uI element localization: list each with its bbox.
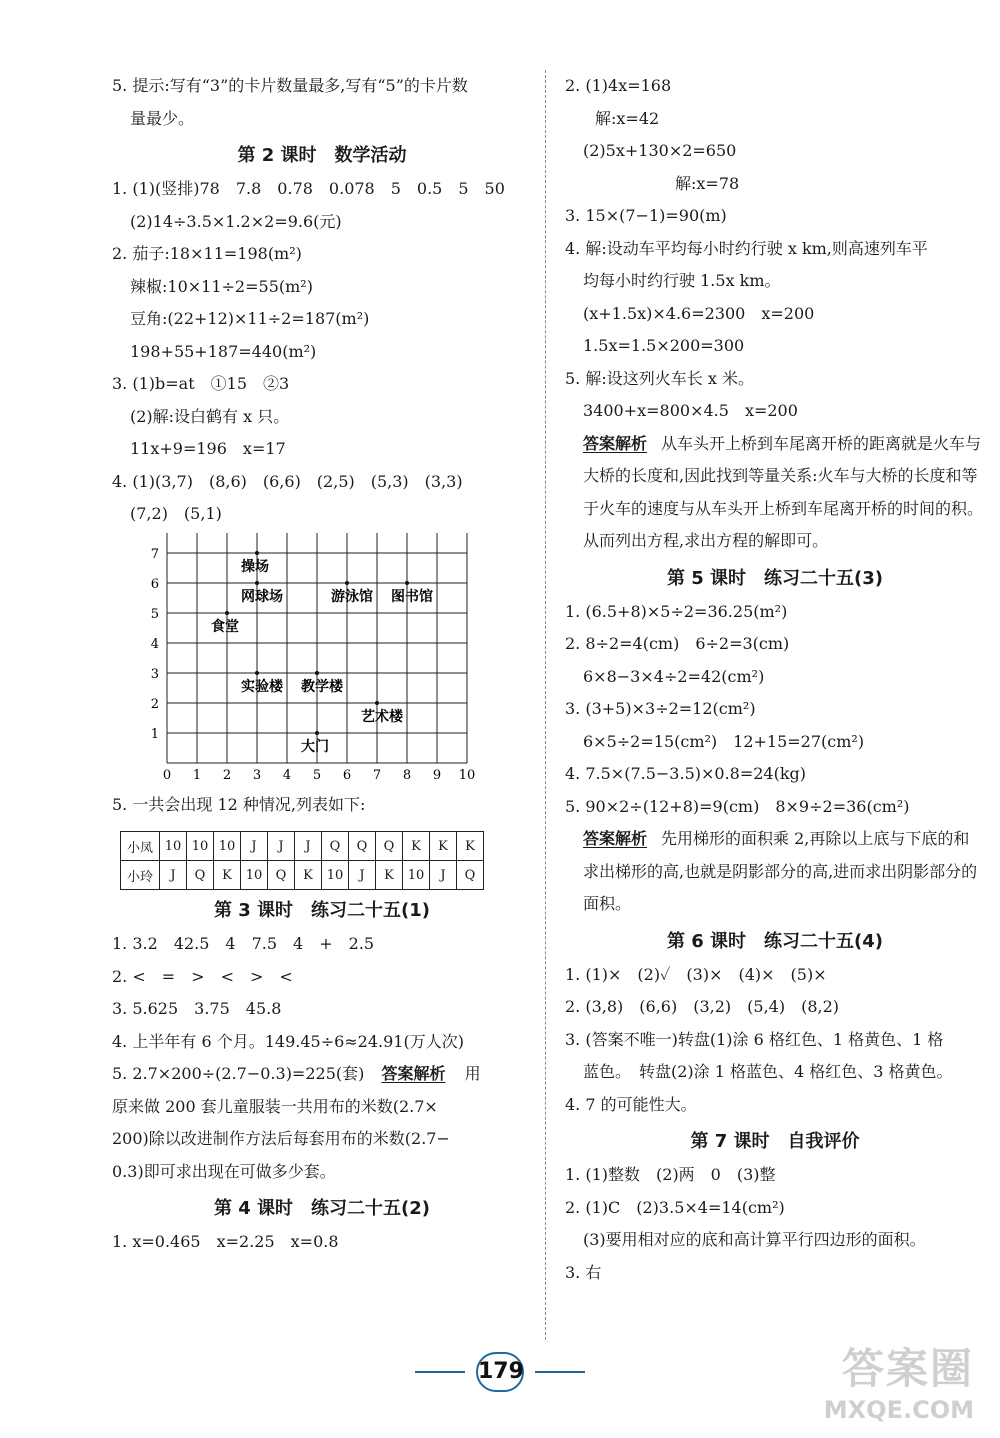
- x-tick-label: 0: [162, 767, 172, 783]
- answer-line: 解:x=78: [675, 173, 740, 193]
- answer-line: 豆角:(22+12)×11÷2=187(m²): [130, 309, 370, 328]
- y-tick-label: 7: [150, 546, 159, 562]
- answer-line: 4. 解:设动车平均每小时约行驶 x km,则高速列车平: [565, 238, 928, 258]
- answer-line: 5. 一共会出现 12 种情况,列表如下:: [112, 794, 366, 814]
- place-point: [255, 581, 259, 585]
- y-tick-label: 6: [150, 576, 159, 592]
- table-cell: J: [268, 832, 295, 861]
- y-tick-label: 1: [150, 726, 159, 742]
- answer-line: 2. 茄子:18×11=198(m²): [112, 244, 302, 263]
- place-point: [315, 731, 319, 735]
- x-tick-label: 7: [372, 767, 382, 783]
- answer-line: 2. 8÷2=4(cm) 6÷2=3(cm): [565, 634, 790, 653]
- answer-line: 4. 上半年有 6 个月。149.45÷6≈24.91(万人次): [112, 1031, 464, 1051]
- answer-line: 3. 15×(7−1)=90(m): [565, 206, 727, 225]
- analysis-label: 答案解析: [583, 433, 648, 453]
- place-point: [255, 671, 259, 675]
- analysis-label: 答案解析: [381, 1064, 446, 1083]
- table-cell: K: [295, 861, 322, 890]
- analysis-label: 答案解析: [583, 829, 648, 848]
- table-cell: 10: [322, 861, 349, 890]
- place-label: 图书馆: [391, 588, 433, 605]
- analysis-note: [565, 428, 985, 558]
- answer-line: (x+1.5x)×4.6=2300 x=200: [583, 303, 815, 323]
- answer-line: 1. (1)整数 (2)两 0 (3)整: [565, 1165, 776, 1184]
- answer-line: [112, 1058, 532, 1091]
- answer-line: 4. 7.5×(7.5−3.5)×0.8=24(kg): [565, 764, 807, 783]
- place-label: 艺术楼: [361, 708, 403, 725]
- answer-line: (2)解:设白鹤有 x 只。: [130, 406, 290, 426]
- analysis-text: 先用梯形的面积乘 2,再除以上底与下底的和求出梯形的高,也就是阴影部分的高,进而求出阴影部分的面积。: [583, 829, 978, 913]
- answer-line: (2)14÷3.5×1.2×2=9.6(元): [130, 211, 342, 231]
- place-label: 网球场: [241, 588, 283, 605]
- table-cell: Q: [187, 861, 214, 890]
- answer-line: 解:x=42: [595, 108, 660, 128]
- table-cell: J: [430, 861, 457, 890]
- answer-line: 4. 7 的可能性大。: [565, 1094, 697, 1114]
- answer-line: 4. (1)(3,7) (8,6) (6,6) (2,5) (5,3) (3,3): [112, 471, 463, 491]
- x-tick-label: 5: [312, 767, 322, 783]
- x-tick-label: 6: [342, 767, 352, 783]
- table-cell: K: [430, 832, 457, 861]
- place-label: 教学楼: [301, 678, 343, 695]
- left-column: [112, 70, 532, 1259]
- answer-line: 6×8−3×4÷2=42(cm²): [583, 666, 765, 686]
- campus-grid-map: [112, 533, 532, 783]
- place-point: [255, 551, 259, 555]
- table-cell: Q: [322, 832, 349, 861]
- answer-line: (3)要用相对应的底和高计算平行四边形的面积。: [583, 1230, 926, 1249]
- x-tick-label: 9: [432, 767, 442, 783]
- lesson-heading: 第 6 课时 练习二十五(4): [666, 930, 884, 952]
- analysis-note: [565, 823, 985, 921]
- answer-line: 5. 提示:写有“3”的卡片数量最多,写有“5”的卡片数: [112, 76, 468, 95]
- answer-line: 2. (3,8) (6,6) (3,2) (5,4) (8,2): [565, 997, 840, 1016]
- answer-line: 2. < = > < > <: [112, 966, 293, 986]
- answer-text: 用: [464, 1064, 481, 1083]
- table-cell: K: [403, 832, 430, 861]
- watermark-url: MXQE.COM: [823, 1396, 974, 1424]
- table-cell: Q: [376, 832, 403, 861]
- table-cell: 10: [214, 832, 241, 861]
- y-tick-label: 5: [150, 606, 159, 622]
- y-tick-label: 2: [150, 696, 159, 712]
- table-cell: K: [214, 861, 241, 890]
- place-point: [375, 701, 379, 705]
- place-point: [345, 581, 349, 585]
- right-column: [565, 70, 985, 1289]
- y-tick-label: 3: [150, 666, 159, 682]
- grid-map-svg: [102, 533, 502, 783]
- answer-line: 1. (6.5+8)×5÷2=36.25(m²): [565, 601, 788, 621]
- x-tick-label: 10: [458, 767, 476, 783]
- answer-line: 3. (答案不唯一)转盘(1)涂 6 格红色、1 格黄色、1 格: [565, 1029, 944, 1049]
- page-number: 179: [476, 1352, 524, 1392]
- table-cell: Q: [457, 861, 484, 890]
- answer-line: (7,2) (5,1): [130, 504, 222, 523]
- answer-line: 3. (3+5)×3÷2=12(cm²): [565, 699, 756, 718]
- row-header: 小玲: [121, 861, 160, 890]
- place-point: [315, 671, 319, 675]
- table-row: [121, 861, 484, 890]
- answer-line: 0.3)即可求出现在可做多少套。: [112, 1161, 336, 1181]
- answer-line: 2. (1)C (2)3.5×4=14(cm²): [565, 1197, 785, 1217]
- table-cell: 10: [160, 832, 187, 861]
- row-header: 小凤: [121, 832, 160, 861]
- table-cell: 10: [187, 832, 214, 861]
- answer-line: 1. x=0.465 x=2.25 x=0.8: [112, 1232, 339, 1251]
- x-tick-label: 3: [252, 767, 262, 783]
- answer-line: 200)除以改进制作方法后每套用布的米数(2.7−: [112, 1129, 450, 1148]
- place-label: 操场: [241, 558, 269, 575]
- card-combination-table: [120, 831, 484, 890]
- x-tick-label: 2: [222, 767, 232, 783]
- answer-line: 3400+x=800×4.5 x=200: [583, 401, 798, 420]
- table-cell: 10: [241, 861, 268, 890]
- answer-line: 5. 解:设这列火车长 x 米。: [565, 368, 754, 388]
- place-point: [405, 581, 409, 585]
- answer-line: 1. (1)× (2)✓ (3)× (4)× (5)×: [565, 964, 827, 984]
- table-cell: Q: [268, 861, 295, 890]
- x-tick-label: 4: [282, 767, 292, 783]
- analysis-text: 从车头开上桥到车尾离开桥的距离就是火车与大桥的长度和,因此找到等量关系:火车与大桥的长度和等于火车的速度与从车头开上桥到车尾离开桥的时间的积。从而列出方程,求出方程的解即可。: [583, 433, 984, 550]
- answer-line: 198+55+187=440(m²): [130, 341, 317, 361]
- table-cell: J: [160, 861, 187, 890]
- answer-line: 3. 5.625 3.75 45.8: [112, 999, 282, 1018]
- watermark-logo: 答案圈: [841, 1344, 974, 1393]
- answer-line: 1.5x=1.5×200=300: [583, 336, 745, 355]
- x-tick-label: 8: [402, 767, 412, 783]
- answer-line: 3. (1)b=at ①15 ②3: [112, 374, 290, 393]
- place-point: [225, 611, 229, 615]
- footer-rule: [535, 1371, 585, 1373]
- column-divider: [545, 70, 546, 1340]
- table-cell: K: [376, 861, 403, 890]
- footer-rule: [415, 1371, 465, 1373]
- answer-line: 11x+9=196 x=17: [130, 439, 286, 458]
- table-cell: J: [295, 832, 322, 861]
- answer-line: 辣椒:10×11÷2=55(m²): [130, 276, 313, 296]
- x-tick-label: 1: [192, 767, 202, 783]
- answer-line: (2)5x+130×2=650: [583, 141, 737, 160]
- answer-line: 量最少。: [130, 108, 195, 128]
- answer-line: 1. (1)(竖排)78 7.8 0.78 0.078 5 0.5 5 50: [112, 179, 505, 198]
- table-cell: Q: [349, 832, 376, 861]
- lesson-heading: 第 5 课时 练习二十五(3): [666, 567, 884, 589]
- answer-line: 2. (1)4x=168: [565, 76, 672, 95]
- lesson-heading: 第 7 课时 自我评价: [690, 1131, 860, 1152]
- answer-line: 均每小时约行驶 1.5x km。: [583, 271, 781, 290]
- answer-line: 5. 90×2÷(12+8)=9(cm) 8×9÷2=36(cm²): [565, 796, 910, 816]
- place-label: 实验楼: [241, 678, 283, 695]
- answer-line: 6×5÷2=15(cm²) 12+15=27(cm²): [583, 731, 865, 751]
- answer-line: 3. 右: [565, 1262, 602, 1282]
- table-cell: J: [349, 861, 376, 890]
- place-label: 大门: [301, 738, 329, 755]
- lesson-heading: 第 3 课时 练习二十五(1): [213, 900, 431, 921]
- lesson-heading: 第 2 课时 数学活动: [237, 145, 407, 166]
- answer-line: 原来做 200 套儿童服装一共用布的米数(2.7×: [112, 1096, 438, 1116]
- watermark: [824, 1336, 974, 1424]
- table-cell: 10: [403, 861, 430, 890]
- y-tick-label: 4: [150, 636, 159, 652]
- lesson-heading: 第 4 课时 练习二十五(2): [213, 1198, 431, 1219]
- place-label: 游泳馆: [331, 588, 373, 605]
- table-cell: J: [241, 832, 268, 861]
- table-row: [121, 832, 484, 861]
- place-label: 食堂: [211, 618, 239, 635]
- answer-line: 1. 3.2 42.5 4 7.5 4 + 2.5: [112, 934, 375, 953]
- answer-text: 5. 2.7×200÷(2.7−0.3)=225(套): [112, 1064, 365, 1083]
- table-cell: K: [457, 832, 484, 861]
- answer-line: 蓝色。 转盘(2)涂 1 格蓝色、4 格红色、3 格黄色。: [583, 1062, 953, 1081]
